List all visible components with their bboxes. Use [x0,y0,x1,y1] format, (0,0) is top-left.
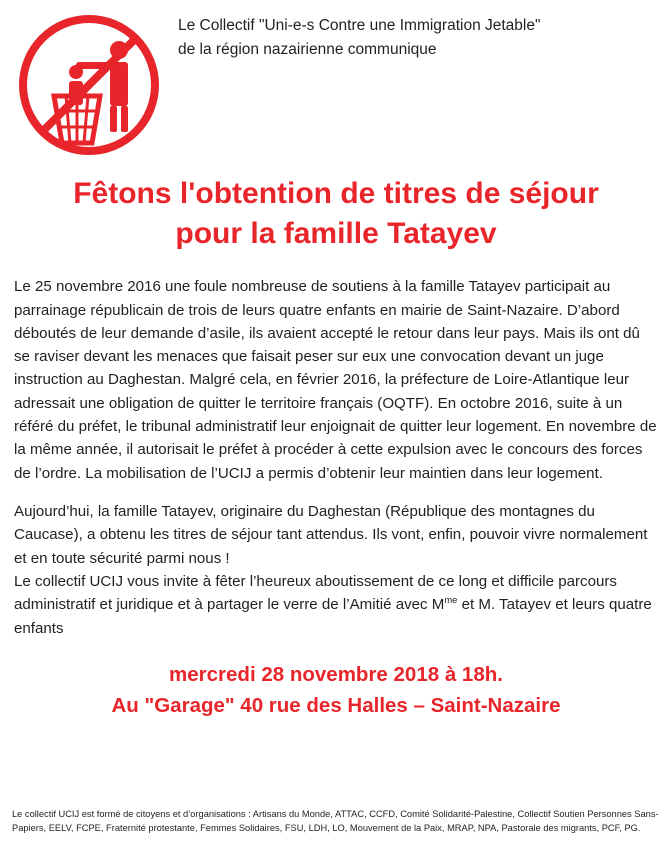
invitation-superscript: me [444,595,458,606]
event-location: Au "Garage" 40 rue des Halles – Saint-Nazaire [111,693,561,717]
header-line-2: de la région nazairienne communique [178,41,437,59]
no-eviction-sign-icon [14,10,164,160]
paragraph-history: Le 25 novembre 2016 une foule nombreuse de soutiens à la famille Tatayev participait au parrainage républicain de trois de leurs quatre enfants en mairie de Saint-Nazaire. D’abord déboutés de leur demande d’asile, ils avaient accepté le retour dans leur pays. Mais ils ont dû se raviser devant les menaces que faisait peser sur eux une convocation devant un juge instruction au Daghestan. Malgré cela, en février 2016, la préfecture de Loire-Atlantique leur adressait une obligation de quitter le territoire français (OQTF). En octobre 2016, suite à un référé du préfet, le tribunal administratif leur enjoignait de quitter leur logement. En novembre de la même année, il autorisait le préfet à procéder à cette expulsion avec le concours des forces de l’ordre. La mobilisation de l’UCIJ a permis d’obtenir leur maintien dans leur logement. [14,278,657,482]
event-details [0,660,672,722]
title-line-2: pour la famille Tatayev [175,216,497,250]
invitation-part-2: et M. Tatayev et leurs quatre enfants [14,596,652,637]
paragraph-today: Aujourd’hui, la famille Tatayev, originaire du Daghestan (République des montagnes du Caucase), a obtenu les titres de séjour tant attendus. Ils vont, enfin, pouvoir vivre normalement et en toute sécurité parmi nous ! [14,503,648,567]
header-line-1: Le Collectif "Uni-e-s Contre une Immigration Jetable" [178,17,541,34]
logo-container [0,6,178,160]
body-content [0,275,672,640]
header-statement [178,6,541,62]
title-line-1: Fêtons l'obtention de titres de séjour [73,177,599,210]
event-date: mercredi 28 novembre 2018 à 18h. [169,662,503,686]
footer-organizations: Le collectif UCIJ est formé de citoyens et d’organisations : Artisans du Monde, ATTAC, CCFD, Comité Solidarité-Palestine, Collectif Soutien Personnes Sans-Papiers, EELV, FCPE, Fraternité protestante, Femmes Solidaires, FSU, LDH, LO, Mouvement de la Paix, MRAP, NPA, Pastorale des migrants, PCF, PG. [12,809,659,833]
paragraph-invitation [14,570,658,640]
invitation-part-1: Le collectif UCIJ vous invite à fêter l’heureux aboutissement de ce long et difficile parcours administratif et juridique et à partager le verre de l’Amitié avec M [14,572,617,614]
page-title [0,174,672,253]
header [0,0,672,160]
